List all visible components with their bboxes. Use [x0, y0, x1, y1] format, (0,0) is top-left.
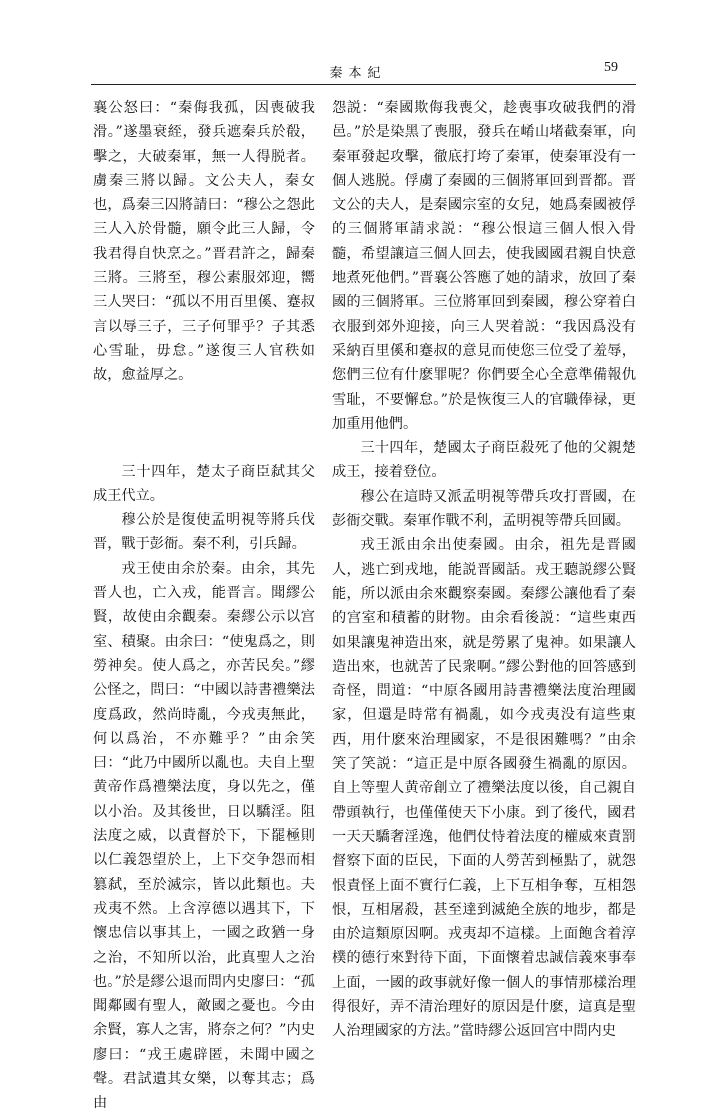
original-text-column: [93, 96, 315, 1116]
original-paragraph: 戎王使由余於秦。由余，其先晋人也，亡入戎，能晋言。聞繆公賢，故使由余觀秦。秦繆公示以宫室、積聚。由余曰：“使鬼爲之，則勞神矣。使人爲之，亦苦民矣。”繆公怪之，問曰：“中國以詩書禮樂法度爲政，然尚時亂，今戎夷無此，何以爲治，不亦難乎？”由余笑曰：“此乃中國所以亂也。夫自上聖黄帝作爲禮樂法度，身以先之，僅以小治。及其後世，日以驕淫。阻法度之威，以責督於下，下罷極則以仁義怨望於上，上下交争怨而相篡弑，至於滅宗，皆以此類也。夫戎夷不然。上含淳德以遇其下，下懷忠信以事其上，一國之政猶一身之治，不知所以治，此真聖人之治也。”於是繆公退而問内史廖曰：“孤聞鄰國有聖人，敵國之憂也。今由余賢，寡人之害，將奈之何？”内史廖曰：“戎王處辟匿，未聞中國之聲。君試遺其女樂，以奪其志；爲由: [93, 560, 315, 1112]
original-paragraph: 襄公怒曰：“秦侮我孤，因喪破我滑。”遂墨衰絰，發兵遮秦兵於殽，擊之，大破秦軍，無一人得脱者。虜秦三將以歸。文公夫人，秦女也，爲秦三囚將請曰：“穆公之怨此三人入於骨髓，願令此三人歸，令我君得自快烹之。”晋君許之，歸秦三將。三將至，穆公素服郊迎，嚮三人哭曰：“孤以不用百里傒、蹇叔言以辱三子，三子何罪乎？子其悉心雪耻，毋怠。”遂復三人官秩如故，愈益厚之。: [93, 100, 315, 384]
running-header-title: 秦本紀: [329, 66, 387, 81]
original-paragraph: 穆公於是復使孟明視等將兵伐晋，戰于彭衙。秦不利，引兵歸。: [93, 512, 315, 553]
original-paragraph: 三十四年，楚太子商臣弑其父成王代立。: [93, 463, 315, 504]
paragraph-gap: [93, 388, 315, 460]
page-number: 59: [604, 60, 618, 75]
translation-paragraph: 戎王派由余出使秦國。由余，祖先是晋國人，逃亡到戎地，能説晋國話。戎王聽説繆公賢能，所以派由余來觀察秦國。秦繆公讓他看了秦的宫室和積蓄的財物。由余看後説：“這些東西如果讓鬼神造出來，就是勞累了鬼神。如果讓人造出來，也就苦了民衆啊。”繆公對他的回答感到奇怪，問道：“中原各國用詩書禮樂法度治理國家，但還是時常有禍亂，如今戎夷没有這些東西，用什麽來治理國家，不是很困難嗎？”由余笑了笑説：“這正是中原各國發生禍亂的原因。自上等聖人黄帝創立了禮樂法度以後，自己親自帶頭執行，也僅僅使天下小康。到了後代，國君一天天驕奢淫逸，他們仗恃着法度的權威來責罰督察下面的臣民，下面的人勞苦到極點了，就怨恨責怪上面不實行仁義，上下互相争奪，互相怨恨，互相屠殺，甚至達到滅絶全族的地步，都是由於這類原因啊。戎夷却不這樣。上面飽含着淳樸的德行來對待下面，下面懷着忠誠信義來事奉上面，一國的政事就好像一個人的事情那樣治理得很好，弄不清治理好的原因是什麽，這真是聖人治理國家的方法。”當時繆公返回宫中問内史: [332, 537, 636, 1040]
translation-paragraph: 怨説：“秦國欺侮我喪父，趁喪事攻破我們的滑邑。”於是染黑了喪服，發兵在崤山堵截秦軍，向秦軍發起攻擊，徹底打垮了秦軍，使秦軍没有一個人逃脱。俘虜了秦國的三個將軍回到晋都。晋文公的夫人，是秦國宗室的女兒，她爲秦國被俘的三個將軍請求説：“穆公恨這三個人恨入骨髓，希望讓這三個人回去，使我國國君親自快意地煮死他們。”晋襄公答應了她的請求，放回了秦國的三個將軍。三位將軍回到秦國，穆公穿着白衣服到郊外迎接，向三人哭着説：“我因爲没有采納百里傒和蹇叔的意見而使您三位受了羞辱，您們三位有什麽罪呢？你們要全心全意準備報仇雪耻，不要懈怠。”於是恢復三人的官職俸禄，更加重用他們。: [332, 100, 636, 432]
header-rule: [91, 84, 636, 85]
translation-paragraph: 三十四年，楚國太子商臣殺死了他的父親楚成王，接着登位。: [332, 440, 636, 481]
translation-paragraph: 穆公在這時又派孟明視等帶兵攻打晋國，在彭衙交戰。秦軍作戰不利，孟明視等帶兵回國。: [332, 488, 636, 530]
translation-column: [332, 96, 636, 1044]
